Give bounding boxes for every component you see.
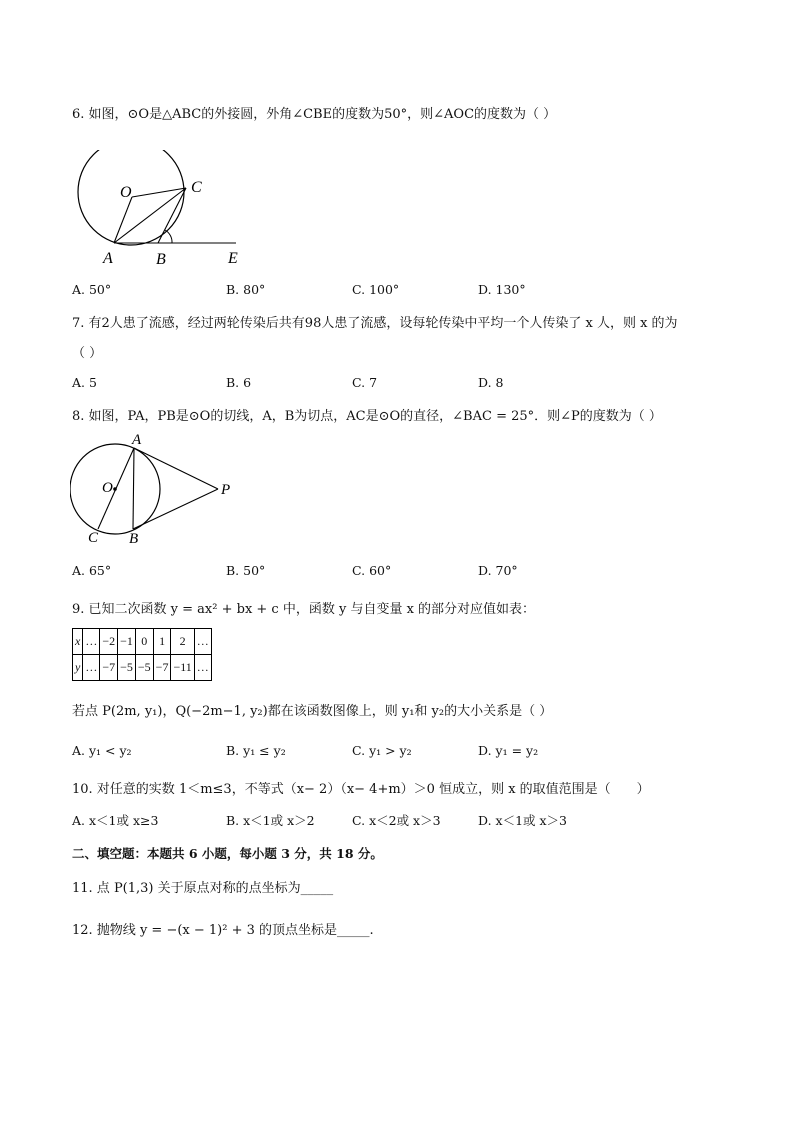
q7-option-b[interactable]: B. 6 [226,375,252,390]
table-cell: … [194,655,211,681]
q9-option-d[interactable]: D. y₁ = y₂ [478,743,539,758]
question-10-text: 10. 对任意的实数 1＜m≤3，不等式（x− 2）（x− 4+m）＞0 恒成立，则 x 的取值范围是（ ） [72,782,650,797]
table-cell: −11 [171,655,194,681]
table-cell: x [73,629,83,655]
question-9-text: 9. 已知二次函数 y = ax² + bx + c 中，函数 y 与自变量 x 的部分对应值如表： [72,602,536,617]
table-cell: … [83,655,100,681]
q6-label-O: O [120,184,132,201]
q8-option-d[interactable]: D. 70° [478,563,518,578]
table-cell: −7 [153,655,171,681]
q6-label-E: E [228,250,238,267]
q6-option-c[interactable]: C. 100° [352,282,400,297]
table-cell: −7 [100,655,118,681]
q8-label-C: C [88,530,99,546]
table-cell: … [83,629,100,655]
q7-option-a[interactable]: A. 5 [72,375,97,390]
q6-label-B: B [156,251,166,268]
section-2-heading: 二、填空题：本题共 6 小题，每小题 3 分，共 18 分。 [72,846,383,861]
q7-option-d[interactable]: D. 8 [478,375,504,390]
q6-option-b[interactable]: B. 80° [226,282,266,297]
q6-line-BC [158,188,186,243]
table-cell: … [194,629,211,655]
q6-label-A: A [103,250,113,267]
table-cell: −5 [118,655,136,681]
q9-table-y-row [73,655,212,681]
q8-label-P: P [221,482,231,498]
q8-label-O: O [102,480,113,496]
table-cell: −2 [100,629,118,655]
q8-tangent-diagram [70,432,240,550]
table-cell: 2 [171,629,194,655]
q8-label-B: B [129,531,139,547]
question-8-text: 8. 如图，PA，PB是⊙O的切线，A，B为切点，AC是⊙O的直径，∠BAC = 25°．则∠P的度数为（ ） [72,409,662,424]
q8-label-A: A [132,432,142,448]
q6-line-OC [132,188,186,197]
q8-line-AB [133,448,134,529]
q6-option-d[interactable]: D. 130° [478,282,526,297]
q8-option-c[interactable]: C. 60° [352,563,392,578]
question-6-text: 6. 如图，⊙O是△ABC的外接圆，外角∠CBE的度数为50°，则∠AOC的度数为（ ） [72,107,557,122]
q6-option-a[interactable]: A. 50° [72,282,112,297]
q8-option-a[interactable]: A. 65° [72,563,112,578]
table-cell: 1 [153,629,171,655]
q10-option-c[interactable]: C. x＜2或 x＞3 [352,813,441,828]
table-cell: 0 [135,629,153,655]
q9-option-b[interactable]: B. y₁ ≤ y₂ [226,743,286,758]
q10-option-b[interactable]: B. x＜1或 x＞2 [226,813,315,828]
q9-option-a[interactable]: A. y₁ < y₂ [72,743,132,758]
question-11-text: 11. 点 P(1,3) 关于原点对称的点坐标为_____ [72,881,334,896]
q9-table-x-row [73,629,212,655]
question-9-followup: 若点 P(2m, y₁)，Q(−2m−1, y₂)都在该函数图像上，则 y₁和 y₂的大小关系是（ ） [72,704,553,719]
q8-line-BP [133,489,218,529]
q6-circle-diagram [70,150,250,270]
q9-option-c[interactable]: C. y₁ > y₂ [352,743,412,758]
q8-line-AP [134,448,218,489]
q7-option-c[interactable]: C. 7 [352,375,378,390]
q8-option-b[interactable]: B. 50° [226,563,266,578]
q10-option-d[interactable]: D. x＜1或 x＞3 [478,813,568,828]
q9-value-table [72,628,212,681]
q10-option-a[interactable]: A. x＜1或 x≥3 [72,813,159,828]
table-cell: y [73,655,83,681]
question-7-line2: （ ） [72,346,103,361]
question-12-text: 12. 抛物线 y = −(x − 1)² + 3 的顶点坐标是_____. [72,923,374,938]
table-cell: −1 [118,629,136,655]
table-cell: −5 [135,655,153,681]
q8-center-dot [113,487,117,491]
q6-label-C: C [191,179,202,196]
question-7-line1: 7. 有2人患了流感，经过两轮传染后共有98人患了流感，设每轮传染中平均一个人传染了 x 人，则 x 的为 [72,316,678,331]
